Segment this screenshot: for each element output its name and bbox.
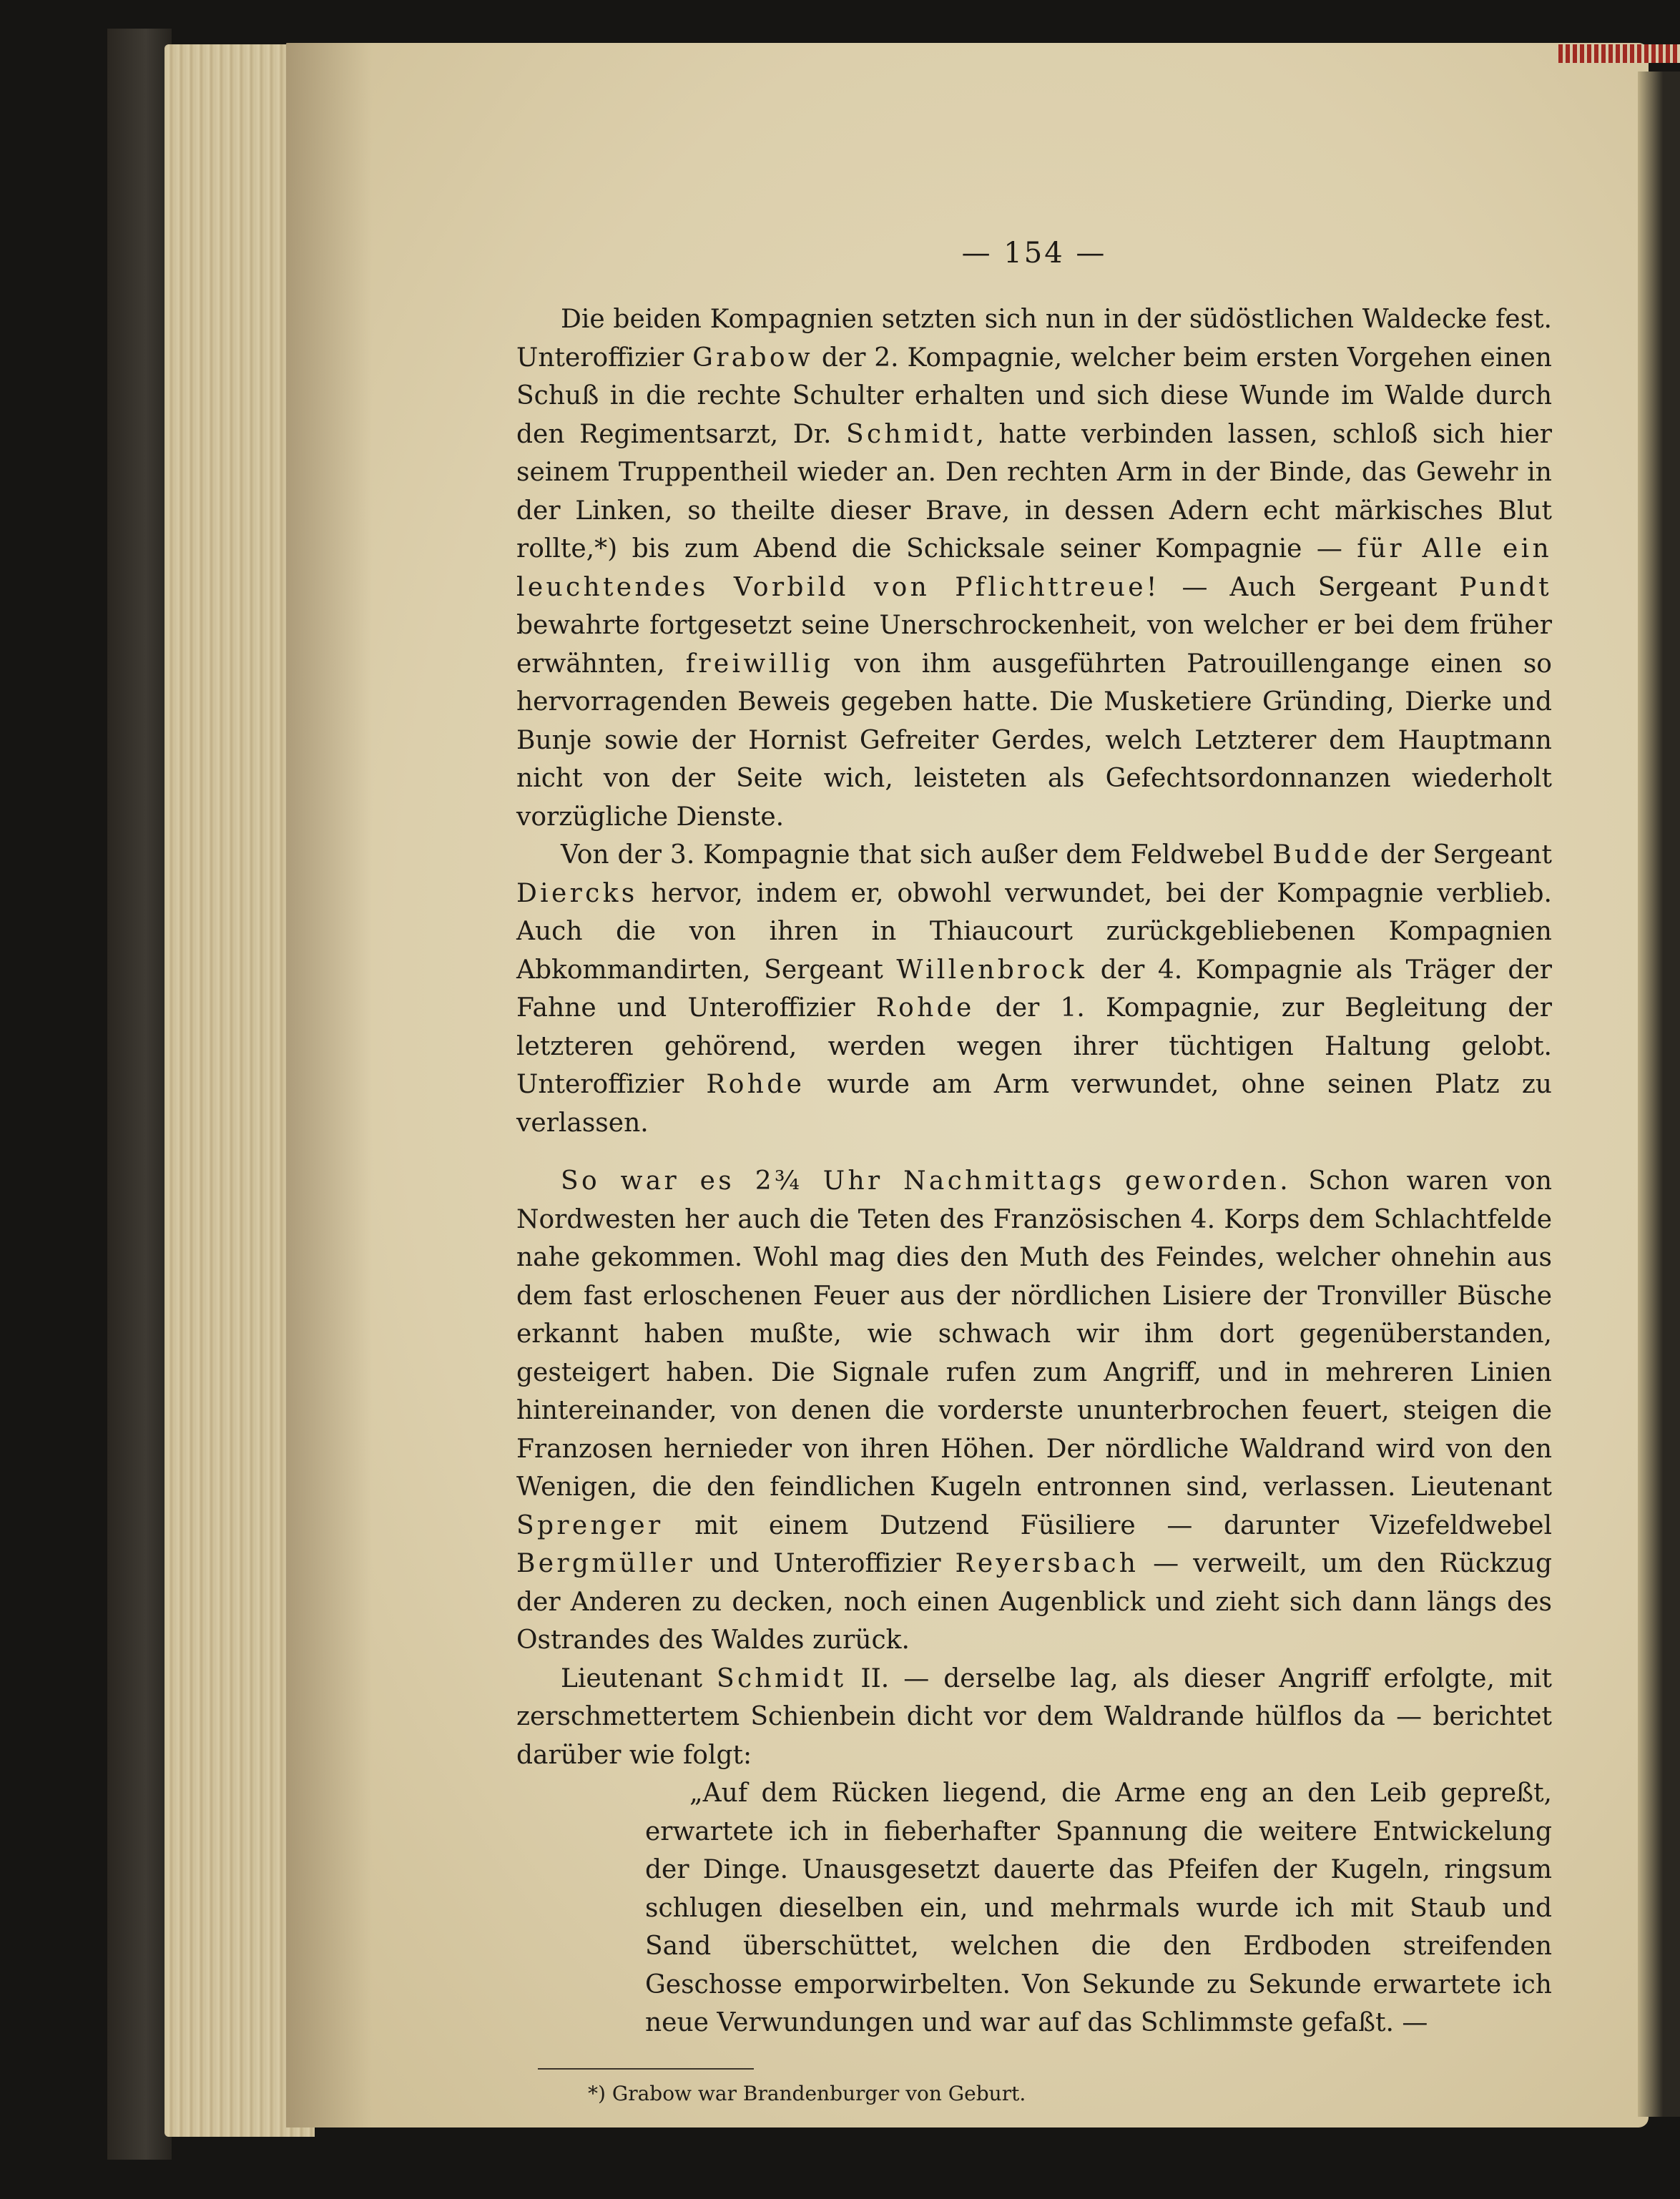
emphasized-text: Grabow [692,343,814,373]
emphasized-text: Rohde [706,1070,805,1099]
text-run: der 1. Kompagnie, zur Begleitung der letzteren gehörend, werden wegen ihrer tüchtigen Haltung gelobt. Unteroffizier [516,993,1552,1099]
text-run: bewahrte fortgesetzt seine Unerschrockenheit, von welcher er bei dem früher erwähnten, [516,611,1552,679]
text-block [516,236,1552,2108]
text-run: der 4. Kompagnie als Träger der Fahne und Unteroffizier [516,955,1552,1023]
right-edge-shadow [1638,72,1680,2117]
red-page-edge [1558,44,1680,63]
emphasized-text: Reyersbach [955,1549,1139,1578]
emphasized-text: Pundt [1459,572,1552,602]
text-run: — verweilt, um den Rückzug der Anderen zu decken, noch einen Augenblick und zieht sich dann längs des Ostrandes des Waldes zurück. [516,1549,1552,1655]
text-run: Schon waren von Nordwesten her auch die Teten des Französischen 4. Korps dem Schlachtfelde nahe gekommen. Wohl mag dies den Muth des Feindes, welcher ohnehin aus dem fast erloschenen Feuer aus der nördlichen Lisiere der Tronviller Büsche erkannt haben mußte, wie schwach wir ihm dort gegenüberstanden, gesteigert haben. Die Signale rufen zum Angriff, und in mehreren Linien hintereinander, von denen die vorderste ununterbrochen feuert, steigen die Franzosen hernieder von ihren Höhen. Der nördliche Waldrand wird von den Wenigen, die den feindlichen Kugeln entronnen sind, verlassen. Lieutenant [516,1166,1553,1502]
text-run: , hatte verbinden lassen, schloß sich hier seinem Truppentheil wieder an. Den rechten Arm in der Binde, das Gewehr in der Linken, so theilte dieser Brave, in dessen Adern echt märkisches Blut rollte,*) bis zum Abend die Schicksale seiner Kompagnie — [516,419,1553,564]
text-run: hervor, indem er, obwohl verwundet, bei der Kompagnie verblieb. Auch die von ihren in Thiaucourt zurückgebliebenen Kompagnien Abkommandirten, Sergeant [516,878,1552,985]
text-run: und Unteroffizier [695,1549,956,1578]
text-run: der 2. Kompagnie, welcher beim ersten Vorgehen einen Schuß in die rechte Schulter erhalten und sich diese Wunde im Walde durch den Regimentsarzt, Dr. [516,343,1552,449]
emphasized-text: freiwillig [685,649,834,679]
page-number: — 154 — [961,237,1107,270]
emphasized-text: Rohde [875,993,975,1023]
block-quote: „Auf dem Rücken liegend, die Arme eng an den Leib gepreßt, erwartete ich in fieberhafter Spannung die weitere Entwickelung der Dinge. Unausgesetzt dauerte das Pfeifen der Kugeln, ringsum schlugen dieselben ein, und mehrmals wurde ich mit Staub und Sand überschüttet, welchen die den Erdboden streifenden Geschosse emporwirbelten. Von Sekunde zu Sekunde erwartete ich neue Verwundungen und war auf das Schlimmste gefaßt. — [645,1779,1552,2037]
book-cover-edge [107,29,172,2160]
emphasized-text: Sprenger [516,1510,664,1540]
emphasized-text: Budde [1272,840,1372,870]
text-run: wurde am Arm verwundet, ohne seinen Platz zu verlassen. [516,1070,1552,1138]
text-run: Die beiden Kompagnien setzten sich nun in der südöstlichen Waldecke fest. Unteroffizier [516,305,1552,373]
paragraph [516,1660,1552,1775]
gutter-shadow [286,43,372,2127]
emphasized-text: Bergmüller [516,1549,696,1578]
emphasized-text: für Alle ein leuchtendes Vorbild von Pflichttreue! [516,534,1552,602]
footnote-rule [538,2068,754,2070]
footnote: *) Grabow war Brandenburger von Geburt. [588,2081,1026,2105]
emphasized-text: Schmidt [716,1663,847,1693]
text-run: der Sergeant [1371,840,1552,870]
paragraph [516,836,1552,1142]
text-run: von ihm ausgeführten Patrouillengange einen so hervorragenden Beweis gegeben hatte. Die Musketiere Gründing, Dierke und Bunje sowie der Hornist Gefreiter Gerdes, welch Letzterer dem Hauptmann nicht von der Seite wich, leisteten als Gefechtsordonnanzen wiederholt vorzügliche Dienste. [516,649,1552,832]
emphasized-text: So war es 2¾ Uhr Nachmittags geworden. [561,1166,1292,1196]
emphasized-text: Diercks [516,878,638,908]
paragraph [516,300,1552,836]
emphasized-text: Willenbrock [896,955,1088,985]
text-run: — Auch Sergeant [1159,572,1460,602]
text-run: Lieutenant [561,1663,717,1693]
text-run: mit einem Dutzend Füsiliere — darunter Vizefeldwebel [663,1510,1552,1540]
text-run: II. — derselbe lag, als dieser Angriff erfolgte, mit zerschmettertem Schienbein dicht vor dem Waldrande hülflos da — berichtet darüber wie folgt: [516,1663,1552,1770]
emphasized-text: Schmidt [846,419,976,449]
text-run: Von der 3. Kompagnie that sich außer dem Feldwebel [561,840,1273,870]
paragraph [516,1162,1552,1660]
